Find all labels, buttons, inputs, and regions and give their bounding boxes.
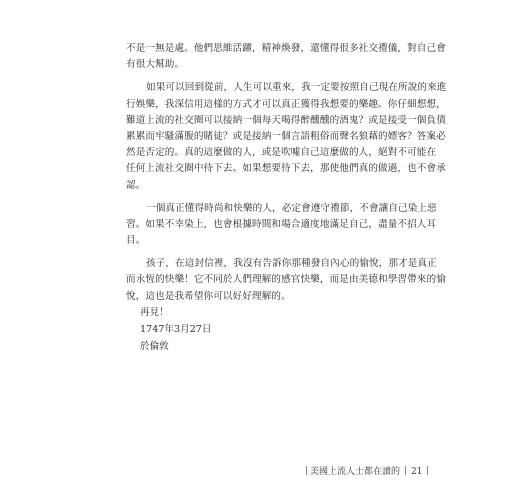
paragraph — [126, 80, 447, 193]
letter-place: 於倫敦 — [140, 340, 169, 352]
text-line: 任何上流社交圈中待下去。如果想要待下去，那使他們真的做過，也不會承 — [126, 163, 446, 175]
footer-divider — [405, 466, 406, 475]
text-line: 累累而牢騷滿腹的賭徒？或是接納一個言語粗俗而聲名狼藉的嫖客？答案必 — [126, 130, 446, 142]
text-line: 有很大幫助。 — [126, 59, 185, 71]
text-line: 習。如果不幸染上，也會根據時間和場合適度地滿足自己，盡量不招人耳 — [126, 218, 437, 230]
paragraph — [126, 201, 437, 250]
footer-divider — [306, 466, 307, 475]
text-line: 不是一無是處。他們思維活躍，精神煥發，還懂得很多社交禮儀，對自己會 — [126, 43, 446, 54]
paragraph — [126, 41, 446, 73]
text-line: 而永恆的快樂！它不同於人們理解的感官快樂，而是由美德和學習帶來的愉 — [126, 274, 446, 286]
text-line: 行娛樂，我深信用這樣的方式才可以真正獲得我想要的樂趣。你仔細想想， — [126, 98, 446, 110]
letter-date: 1747年3月27日 — [140, 323, 212, 335]
text-line: 認。 — [126, 179, 146, 191]
page-footer — [306, 466, 433, 478]
paragraph — [126, 256, 446, 305]
text-line: 一個真正懂得時尚和快樂的人，必定會遵守禮節，不會讓自己染上惡 — [146, 202, 437, 214]
text-line: 如果可以回到從前，人生可以重來，我一定要按照自己現在所說的來進 — [146, 82, 447, 94]
text-line: 難道上流的社交圈可以接納一個每天喝得醉醺醺的酒鬼？或是接受一個負債 — [126, 114, 446, 126]
page-number: 21 — [411, 467, 423, 477]
farewell: 再見！ — [140, 306, 169, 318]
text-line: 然是否定的。真的這麼做的人，或是吹噓自己這麼做的人，絕對不可能在 — [126, 147, 437, 159]
footer-divider — [427, 466, 428, 475]
text-line: 目。 — [126, 235, 146, 247]
text-line: 孩子，在這封信裡，我沒有告訴你那種發自內心的愉悅，那才是真正 — [146, 258, 437, 270]
letter-closing — [126, 305, 414, 356]
text-line: 悅，這也是我希望你可以好好理解的。 — [126, 290, 291, 302]
letter-body — [126, 41, 447, 356]
running-title: 美國上流人士都在讀的 — [310, 467, 401, 477]
